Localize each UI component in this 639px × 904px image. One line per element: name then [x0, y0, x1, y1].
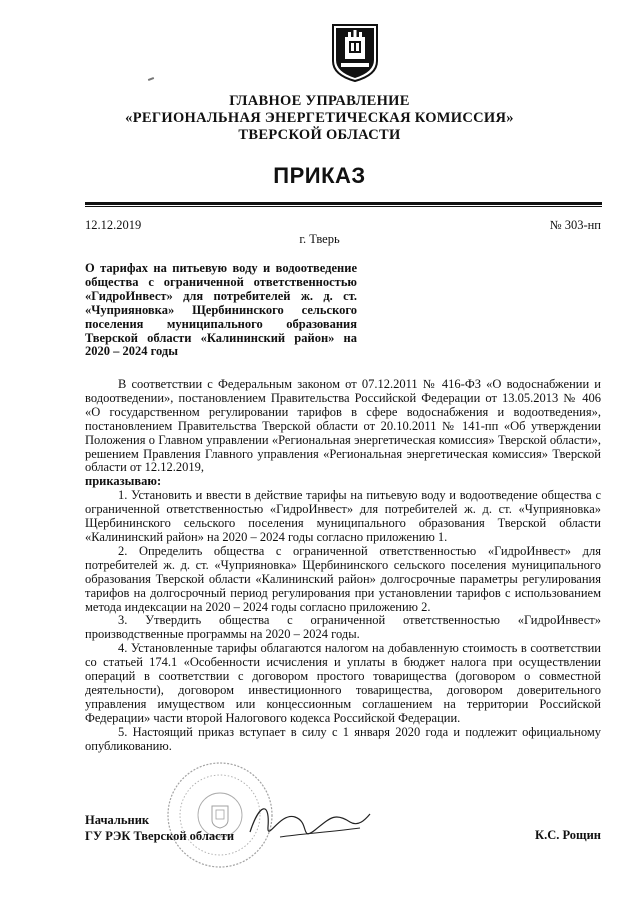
order-item-4: 4. Установленные тарифы облагаются налогом на добавленную стоимость в соответствии со статьей 174.1 «Особенности исчисления и уплаты в бюджет налога при осуществлении операций в соответствии с договором простого товарищества (договором о совместной деятельности), договором инвестиционного товарищества, договором доверительного управления имуществом или концессионным соглашением на территории Российской Федерации» части второй Налогового кодекса Российской Федерации.: [85, 641, 601, 725]
header-divider-thin: [85, 206, 602, 207]
header-divider-thick: [85, 202, 602, 205]
order-item-5: 5. Настоящий приказ вступает в силу с 1 января 2020 года и подлежит официальному опубликованию.: [85, 724, 601, 753]
signatory-position-line-2: ГУ РЭК Тверской области: [85, 829, 235, 843]
document-date: 12.12.2019: [85, 218, 142, 232]
order-word: приказываю:: [85, 474, 162, 489]
preamble-paragraph: В соответствии с Федеральным законом от 07.12.2011 № 416-ФЗ «О водоснабжении и водоотведении», постановлением Правительства Российской Федерации от 13.05.2013 № 406 «О государственном регулировании тарифов в сфере водоснабжения и водоотведения», постановлением Правительства Тверской области от 20.10.2011 № 141-пп «Об утверждении Положения о Главном управлении «Региональная энергетическая комиссия» Тверской области», решением Правления Главного управления «Региональная энергетическая комиссия» Тверской области от 12.12.2019,: [85, 377, 601, 475]
handwritten-signature: [240, 792, 375, 852]
header-line-2: «РЕГИОНАЛЬНАЯ ЭНЕРГЕТИЧЕСКАЯ КОМИССИЯ»: [125, 110, 514, 126]
order-item-3: 3. Утвердить общества с ограниченной ответственностью «ГидроИнвест» производственные программы на 2020 – 2024 годы.: [85, 613, 601, 642]
coat-of-arms-emblem: [331, 23, 379, 83]
document-number: № 303-нп: [549, 218, 601, 232]
order-item-2: 2. Определить общества с ограниченной ответственностью «ГидроИнвест» для потребителей ж. д. ст. «Чуприяновка» Щербининского сельского поселения муниципального образования Тверской области «Калининский район» долгосрочные параметры регулирования тарифов на долгосрочный период регулирования при установлении тарифов с использованием метода индексации на 2020 – 2024 годы согласно приложению 2.: [85, 543, 601, 614]
document-city: г. Тверь: [299, 232, 340, 246]
document-type-title: ПРИКАЗ: [273, 163, 366, 188]
order-item-1: 1. Установить и ввести в действие тарифы на питьевую воду и водоотведение общества с ограниченной ответственностью «ГидроИнвест» для потребителей ж. д. ст. «Чуприяновка» Щербининского сельского поселения муниципального образования Тверской области «Калининский район» на 2020 – 2024 годы согласно приложению 1.: [85, 488, 601, 544]
scan-speck: [148, 77, 154, 81]
document-subject-title: О тарифах на питьевую воду и водоотведение общества с ограниченной ответственностью «ГидроИнвест» для потребителей ж. д. ст. «Чуприяновка» Щербининского сельского поселения муниципального образования Тверской области «Калининский район» на 2020 – 2024 годы: [85, 261, 357, 359]
signatory-position: [85, 812, 234, 844]
header-line-3: ТВЕРСКОЙ ОБЛАСТИ: [238, 127, 401, 143]
header-line-1: ГЛАВНОЕ УПРАВЛЕНИЕ: [229, 93, 410, 109]
signatory-position-line-1: Начальник: [85, 813, 150, 827]
signatory-name: К.С. Рощин: [535, 828, 601, 842]
document-body: [85, 378, 601, 753]
